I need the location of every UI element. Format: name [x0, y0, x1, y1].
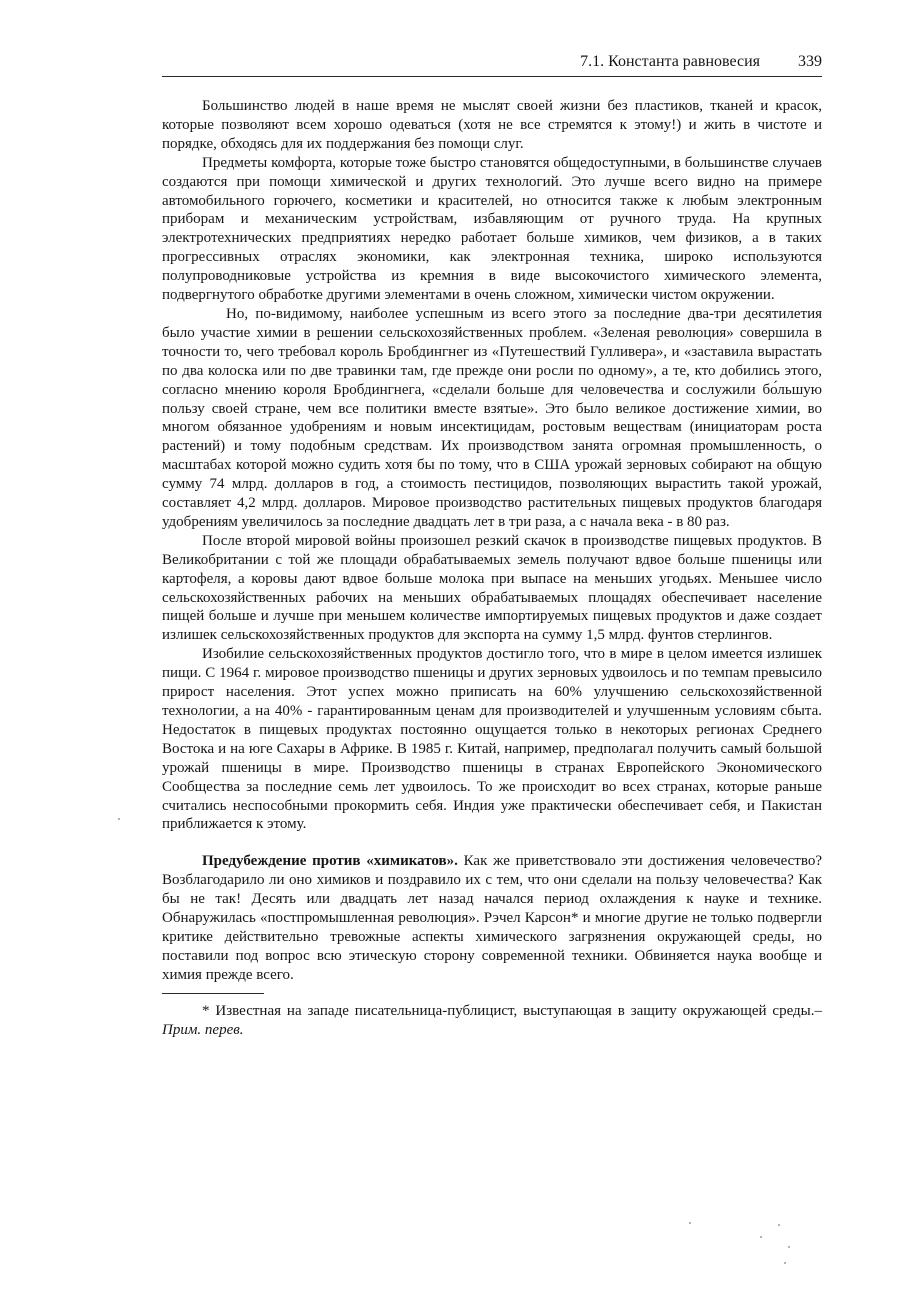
footnote-rule	[162, 993, 264, 994]
scan-speck	[689, 1222, 691, 1224]
section-prejudice	[162, 852, 822, 984]
paragraph-plastics: Большинство людей в наше время не мыслят своей жизни без пластиков, тканей и красок, которые позволяют всем хорошо одеваться (хотя не все стремятся к этому!) и жить в чистоте и порядке, обходясь для их поддержания без помощи слуг.	[162, 98, 822, 152]
paragraph-food-surplus: Изобилие сельскохозяйственных продуктов достигло того, что в мире в целом имеется излишек пищи. С 1964 г. мировое производство пшеницы и других зерновых удвоилось и по темпам превысило прирост населения. Этот успех можно приписать на 60% улучшению сельскохозяйственной технологии, а на 40% - гарантированным ценам для производителей и улучшенным условиям сбыта. Недостаток в пищевых продуктах постоянно ощущается только в некоторых регионах Среднего Востока и на юге Сахары в Африке. В 1985 г. Китай, например, предполагал получить самый большой урожай пшеницы в мире. Производство пшеницы в странах Европейского Экономического Сообщества за последние семь лет удвоилось. То же происходит во всех странах, которые раньше считались неспособными прокормить себя. Индия уже практически обеспечивает себя, и Пакистан приближается к этому.	[162, 646, 822, 833]
translator-note: Прим. перев.	[162, 1021, 244, 1038]
running-title: 7.1. Константа равновесия	[580, 53, 760, 70]
paragraph-green-revolution: Но, по-видимому, наиболее успешным из всего этого за последние два-три десятилетия было участие химии в решении сельскохозяйственных проблем. «Зеленая революция» совершила в точности то, чего требовал король Бробдингнег из «Путешествий Гулливера», и «заставила вырастать по два колоска или по две травинки там, где прежде они росли по одному», а те, кто добились этого, согласно мнению короля Бробдингнега, «сделали больше для человечества и сослужили бо́льшую пользу своей стране, чем все политики вместе взятые». Это было великое достижение химии, во многом обязанное удобрениям и новым инсектицидам, ростовым веществам (инициаторам роста растений) и тому подобным средствам. Их производством занята огромная промышленность, о масштабах которой можно судить хотя бы по тому, что в США урожай зерновых собирают на общую сумму 74 млрд. долларов в год, а стоимость пестицидов, позволяющих вырастить такой урожай, составляет 4,2 млрд. долларов. Мировое производство растительных пищевых продуктов благодаря удобрениям увеличилось за последние двадцать лет в три раза, а с начала века - в 80 раз.	[162, 305, 822, 530]
running-head	[162, 52, 822, 72]
footnote-text: * Известная на западе писательница-публицист, выступающая в защиту окружающей среды.–	[202, 1002, 822, 1019]
body-text	[162, 97, 822, 985]
scan-speck	[760, 1236, 762, 1238]
footnote	[162, 1002, 822, 1040]
scan-speck	[778, 1224, 780, 1226]
scan-speck	[788, 1246, 790, 1248]
section-text: Как же приветствовало эти достижения человечество? Возблагодарило ли оно химиков и поздравило их с тем, что они сделали на пользу человечества? Как бы не так! Десять или двадцать лет назад начался период охлаждения к науке и технике. Обнаружилась «постпромышленная революция». Рэчел Карсон* и многие другие не только подвергли критике действительно тревожные аспекты химического загрязнения окружающей среды, но поставили под вопрос всю этическую сторону современной техники. Обвиняется наука вообще и химия прежде всего.	[162, 853, 822, 983]
scan-speck	[118, 818, 120, 820]
section-heading: Предубеждение против «химикатов».	[202, 853, 458, 870]
book-page	[162, 52, 822, 1040]
page-number: 339	[798, 53, 822, 70]
paragraph-comfort-items: Предметы комфорта, которые тоже быстро становятся общедоступными, в большинстве случаев создаются при помощи химической и других технологий. Это лучше всего видно на примере автомобильного горючего, косметики и красителей, но относится также к любым электронным приборам и механическим устройствам, избавляющим от ручного труда. На крупных электротехнических предприятиях нередко работает больше химиков, чем физиков, а в таких прогрессивных отраслях экономики, как электронная техника, широко используются полупроводниковые устройства из кремния в виде высокочистого химического элемента, подвергнутого обработке другими элементами в очень сложном, химически чистом окружении.	[162, 154, 822, 304]
scan-speck	[784, 1262, 786, 1264]
paragraph-postwar-food: После второй мировой войны произошел резкий скачок в производстве пищевых продуктов. В Великобритании с той же площади обрабатываемых земель получают вдвое больше пшеницы или картофеля, а коровы дают вдвое больше молока при выпасе на меньших угодьях. Меньшее число сельскохозяйственных рабочих на меньших обрабатываемых площадях обеспечивает население пищей больше и лучше при меньшем количестве импортируемых пищевых продуктов и даже создает излишек сельскохозяйственных продуктов для экспорта на сумму 1,5 млрд. фунтов стерлингов.	[162, 532, 822, 644]
header-rule	[162, 76, 822, 77]
